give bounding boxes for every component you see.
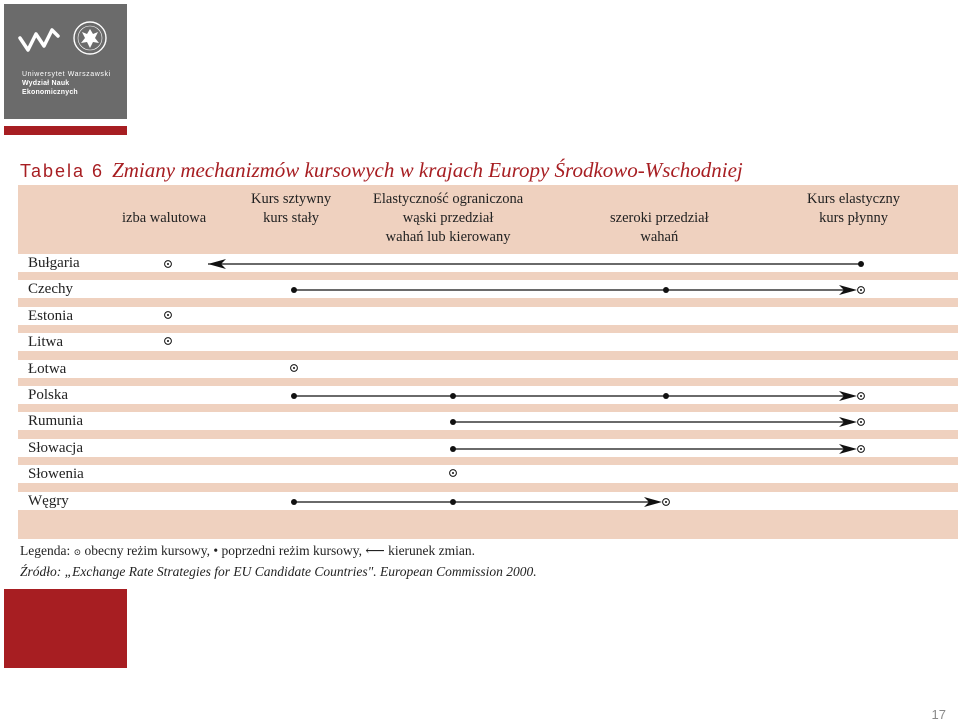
- logo-line-1: Uniwersytet Warszawski: [22, 71, 111, 78]
- logo-line-3: Ekonomicznych: [22, 89, 78, 96]
- header-fixed-rate: Kurs sztywny kurs stały: [251, 191, 332, 226]
- current-regime-mark: [165, 312, 172, 319]
- header-limited-flexibility: Elastyczność ograniczona wąski przedział wahań lub kierowany: [373, 191, 524, 245]
- current-regime-mark: [858, 287, 865, 294]
- header-currency-board: izba walutowa: [122, 210, 207, 226]
- legend-prefix: Legenda:: [20, 543, 71, 558]
- row-country-label: Rumunia: [28, 413, 83, 429]
- row-country-label: Słowenia: [28, 466, 84, 482]
- previous-regime-dot: [450, 446, 456, 452]
- previous-regime-dot: [291, 287, 297, 293]
- page-number: 17: [931, 707, 946, 722]
- decorative-red-block: [4, 589, 127, 668]
- legend-direction: kierunek zmian.: [388, 543, 476, 558]
- current-regime-mark: [858, 446, 865, 453]
- previous-regime-dot: [291, 393, 297, 399]
- previous-regime-dot: [858, 261, 864, 267]
- row-country-label: Słowacja: [28, 440, 83, 456]
- header-floating-rate: Kurs elastyczny kurs płynny: [807, 191, 901, 226]
- previous-regime-dot: [450, 499, 456, 505]
- current-regime-mark: [858, 419, 865, 426]
- row-country-label: Polska: [28, 387, 69, 403]
- table-title-label: Tabela 6: [20, 161, 105, 181]
- previous-regime-dot: [450, 393, 456, 399]
- legend-current-symbol-icon: ⊙: [73, 547, 82, 557]
- row-country-label: Czechy: [28, 281, 73, 297]
- legend: [20, 543, 475, 559]
- legend-previous-symbol-icon: •: [213, 543, 219, 558]
- table-title-text: Zmiany mechanizmów kursowych w krajach Europy Środkowo-Wschodniej: [112, 158, 743, 182]
- current-regime-mark: [858, 393, 865, 400]
- current-regime-mark: [663, 499, 670, 506]
- legend-previous: poprzedni reżim kursowy,: [221, 543, 362, 558]
- current-regime-mark: [291, 365, 298, 372]
- row-country-label: Bułgaria: [28, 255, 80, 271]
- row-country-label: Węgry: [28, 493, 69, 509]
- previous-regime-dot: [450, 419, 456, 425]
- previous-regime-dot: [663, 287, 669, 293]
- header-wide-band: szeroki przedział wahań: [610, 210, 709, 245]
- previous-regime-dot: [291, 499, 297, 505]
- legend-current: obecny reżim kursowy,: [84, 543, 210, 558]
- logo-line-2: Wydział Nauk: [22, 80, 70, 87]
- row-country-label: Łotwa: [28, 361, 67, 377]
- current-regime-mark: [165, 261, 172, 268]
- current-regime-mark: [165, 338, 172, 345]
- previous-regime-dot: [663, 393, 669, 399]
- row-country-label: Estonia: [28, 308, 73, 324]
- row-country-label: Litwa: [28, 334, 63, 350]
- legend-arrow-icon: ⟵: [365, 543, 385, 558]
- current-regime-mark: [450, 470, 457, 477]
- source-note: Źródło: „Exchange Rate Strategies for EU Candidate Countries". European Commission 2000.: [20, 564, 537, 579]
